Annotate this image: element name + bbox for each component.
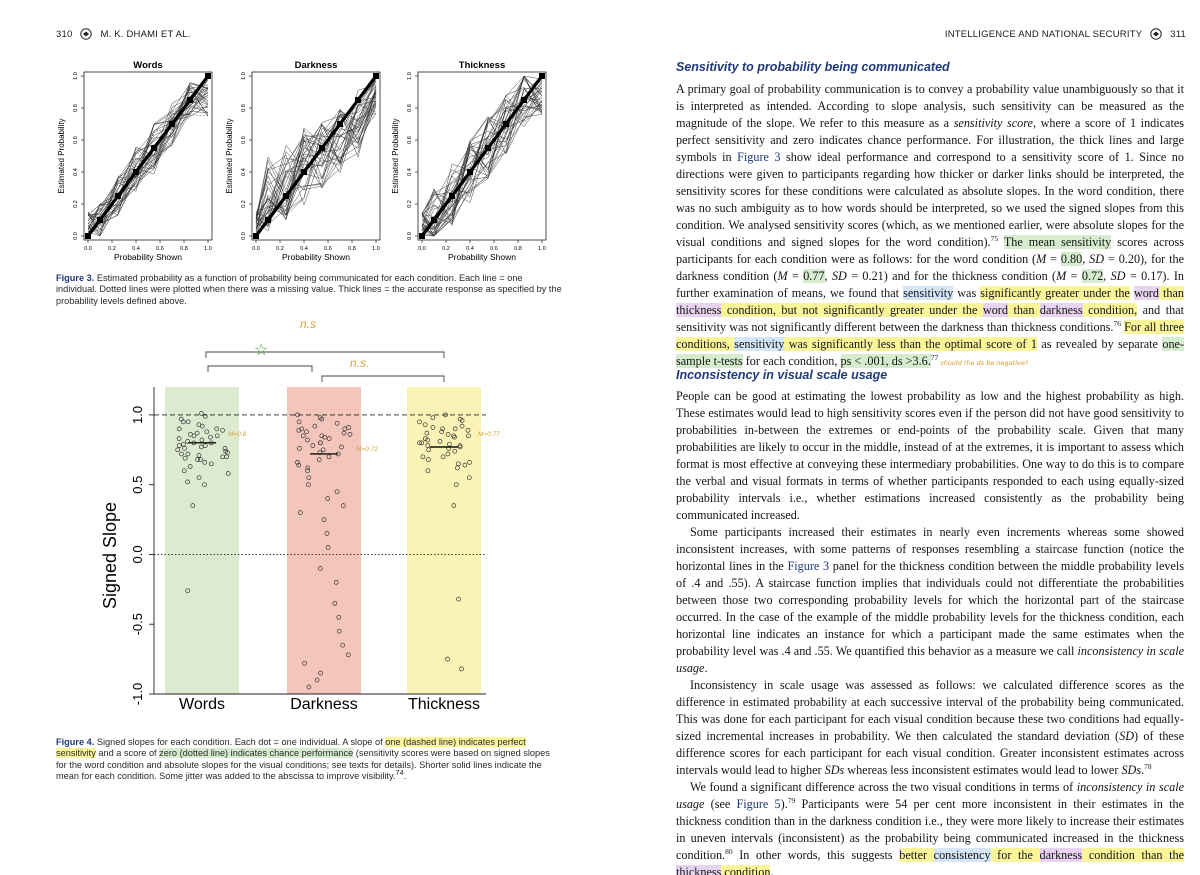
band-thickness [407,387,481,694]
figure-3-caption [56,273,562,307]
text-run: SD [1119,729,1135,743]
x-tick-label: 0.4 [132,246,140,252]
text-run: SD [1110,269,1126,283]
y-axis-label: Estimated Probability [391,118,400,194]
paragraph [676,677,1184,779]
x-tick-label: 0.4 [300,246,308,252]
participant-line [422,114,542,226]
text-run: was significantly less than the optimal score of 1 [784,337,1037,351]
text-run: 0.77 [803,269,825,283]
y-tick-label: 0.0 [73,232,79,240]
text-run: should the ds be negative? [938,359,1029,367]
panel-title: Darkness [294,60,338,71]
x-tick-label: 0.8 [348,246,356,252]
text-run: inconsistency in scale usage [676,780,1184,811]
comparison-bracket-words-darkness [208,366,312,372]
paragraph [676,81,1184,372]
running-head-right [945,28,1186,40]
text-run: Figure 5 [736,797,781,811]
text-run: sensitivity score [953,116,1033,130]
y-tick-label: 0.2 [73,200,79,208]
y-tick-label: 0.5 [130,475,145,494]
text-run: inconsistency in scale usage [676,644,1184,675]
footnote-ref: 78 [1144,761,1152,771]
y-axis-label: Signed Slope [100,501,120,610]
text-run: than [1158,286,1185,300]
text-run: show ideal performance and correspond to a sensitivity score of 1. Since no directions were given to participants regarding how thicker or darker links should be interpreted, the sensitivity scores for these conditions were calculated as absolute slopes. In the word condition, there was no such ambiguity as to how words should be interpreted, so we used the signed slopes from this condition. We analysed sensitivity scores (which, as we mentioned earlier, were absolute slopes for the visual conditions and signed slopes for the word condition). [676,150,1184,249]
text-run: as revealed by separate [1036,337,1163,351]
x-tick-label: 0.6 [490,246,498,252]
figure-4-caption-end: . [403,770,407,781]
text-run: panel for the thickness condition between the middle probability levels of .4 and .55). A staircase function implies that individuals could not differentiate the probabilities between those two corresponding probability levels for which the horizontal part of the staircase occurred. In the case of the example of the middle probability levels for the thickness condition, each horizontal line indicates an instance for which a participant made the same estimates when the probability level was .4 and .55. We quantified this behavior as a measure we call [676,559,1184,658]
journal-logo-icon [80,28,92,40]
text-run: M [1056,269,1067,283]
x-tick-label: 1.0 [204,246,212,252]
text-run: than [1007,303,1040,317]
footnote-ref: 76 [1113,318,1121,328]
y-tick-label: 1.0 [241,72,247,80]
x-tick-label: 0.2 [108,246,116,252]
accurate-response-marker [485,145,491,151]
text-run: For all three conditions, [676,320,1184,351]
x-tick-label: 0.4 [466,246,474,252]
x-axis-label: Probability Shown [113,252,183,262]
author-running-head: M. K. DHAMI ET AL. [100,28,191,40]
section-heading-sensitivity: Sensitivity to probability being communicated [676,60,950,74]
panel-title: Thickness [458,60,506,71]
text-run: Figure 3 [737,150,781,164]
accurate-response-marker [205,73,211,79]
x-tick-label: 0.0 [418,246,426,252]
accurate-response-marker [449,193,455,199]
text-run: . [1141,763,1145,777]
x-tick-label: 0.0 [84,246,92,252]
y-tick-label: 0.4 [241,168,247,176]
text-run: better [899,848,934,862]
journal-logo-icon [1150,28,1162,40]
figure-4-caption-ref: 74 [395,767,404,777]
y-tick-label: 0.8 [407,104,413,112]
accurate-response-marker [97,217,103,223]
text-run: SDs [1121,763,1142,777]
category-label-words: Words [179,696,225,713]
y-tick-label: 0.8 [241,104,247,112]
accurate-response-marker [187,97,193,103]
text-run: condition, [1082,303,1138,317]
accurate-response-marker [115,193,121,199]
annotation-mean-words: M=0.8 [228,430,247,438]
y-tick-label: 0.0 [130,545,145,564]
text-run: word [1133,286,1159,300]
text-run: = [787,269,804,283]
accurate-response-marker [85,233,91,239]
accurate-response-marker [283,193,289,199]
text-run: , [1082,252,1090,266]
annotation-ns-mid: n.s. [350,356,370,370]
text-run: and that sensitivity was not significantly different between the darkness than thickness conditions. [676,303,1185,334]
participant-line [422,107,542,224]
text-run [998,235,1004,249]
x-tick-label: 0.6 [156,246,164,252]
text-run: In other words, this suggests [732,848,900,862]
text-run: thickness [676,865,721,875]
text-run: = 0.17). In further examination of means, we found that [676,269,1185,300]
participant-line [88,88,208,215]
text-run: (see [704,797,737,811]
text-run: SD [831,269,847,283]
x-tick-label: 0.2 [442,246,450,252]
category-label-darkness: Darkness [290,696,358,713]
text-run: M [777,269,788,283]
y-tick-label: 0.2 [407,200,413,208]
y-tick-label: 0.6 [73,136,79,144]
text-run: . [704,661,708,675]
accurate-response-marker [337,121,343,127]
text-run: ). [780,797,788,811]
x-tick-label: 1.0 [538,246,546,252]
x-tick-label: 0.8 [514,246,522,252]
y-axis-label: Estimated Probability [57,118,66,194]
figure-3-panel-thickness [391,60,546,262]
y-tick-label: 0.0 [241,232,247,240]
figure-4-caption-b: and a score of [95,748,160,759]
figure-4-caption-a: Signed slopes for each condition. Each dot = one individual. A slope of [94,737,386,747]
participant-line [422,104,542,236]
text-run: sensitivity [734,337,785,351]
text-run: . [770,865,774,875]
text-run: one-sample t-tests [676,337,1185,368]
paragraph [676,388,1184,524]
accurate-response-marker [355,97,361,103]
figure-4-caption-label: Figure 4. [56,737,95,747]
y-tick-label: 0.2 [241,200,247,208]
accurate-response-marker [503,121,509,127]
text-run: M [1036,252,1047,266]
text-run: condition [721,865,770,875]
x-tick-label: 0.2 [276,246,284,252]
text-run: SDs [824,763,845,777]
figure-4 [0,312,600,732]
right-page [600,0,1200,875]
text-run: We found a significant difference across the two visual conditions in terms of [690,780,1077,794]
text-run: significantly greater under the [980,286,1130,300]
footnote-ref: 80 [725,846,733,856]
x-tick-label: 0.8 [180,246,188,252]
figure-3-caption-label: Figure 3. [56,273,95,283]
accurate-response-marker [467,169,473,175]
text-run: A primary goal of probability communication is to convey a probability value unambiguously so that it is interpreted as intended. According to slope analysis, such sensitivity can be measured as the magnitude of the slope. We refer to this measure as a [676,82,1184,130]
text-run: = 0.20), for the darkness condition ( [676,252,1184,283]
footnote-ref: 75 [990,233,999,243]
text-run: for each condition, [742,354,841,368]
accurate-response-marker [539,73,545,79]
text-run: word [982,303,1008,317]
text-run: Some participants increased their estimates in nearly even increments whereas some showed inconsistent increases, with some patterns of responses resembling a staircase function (notice the horizontal lines in the [676,525,1184,573]
accurate-response-marker [301,169,307,175]
x-tick-label: 0.6 [324,246,332,252]
journal-running-head: INTELLIGENCE AND NATIONAL SECURITY [944,28,1143,40]
text-run: for the [990,848,1040,862]
footnote-ref: 79 [787,795,796,805]
accurate-response-marker [253,233,259,239]
band-darkness [287,387,361,694]
text-run: SD [1089,252,1105,266]
participant-line [88,88,208,212]
y-axis-label: Estimated Probability [225,118,234,194]
accurate-response-marker [419,233,425,239]
accurate-response-marker [169,121,175,127]
text-run: darkness [1039,848,1083,862]
section-heading-inconsistency: Inconsistency in visual scale usage [676,368,888,382]
comparison-bracket-words-thickness [206,352,444,358]
accurate-response-marker [265,217,271,223]
x-axis-label: Probability Shown [447,252,517,262]
accurate-response-marker [521,97,527,103]
y-tick-label: 0.6 [407,136,413,144]
x-tick-label: 0.0 [252,246,260,252]
y-tick-label: -1.0 [130,682,145,706]
annotation-mean-darkness: M=0.72 [356,446,378,454]
y-tick-label: 0.4 [407,168,413,176]
annotation-star-icon: ☆ [254,342,269,359]
paragraph [676,779,1184,875]
category-label-thickness: Thickness [407,696,481,713]
section-inconsistency-body [676,388,1184,875]
text-run: whereas less inconsistent estimates would lead to lower [844,763,1122,777]
participant-line [256,105,376,218]
text-run: Figure 3 [787,559,830,573]
text-run: 0.72 [1081,269,1104,283]
accurate-response-marker [373,73,379,79]
y-tick-label: 1.0 [73,72,79,80]
text-run: ) of these difference scores for each participant for each visual condition. Greater inconsistent estimates across intervals would lead to higher [676,729,1184,777]
accurate-response-marker [431,217,437,223]
panel-title: Words [133,60,163,71]
figure-3-panel-darkness [225,60,380,262]
x-tick-label: 1.0 [372,246,380,252]
annotation-ns-top: n.s [300,317,317,331]
text-run: , [824,269,832,283]
y-tick-label: -0.5 [130,613,145,636]
text-run: 0.80 [1060,252,1083,266]
y-tick-label: 0.4 [73,168,79,176]
text-run: consistency [933,848,991,862]
figure-4-caption-highlight-2: zero (dotted line) indicates chance performance [159,748,354,759]
participant-line [88,85,208,216]
page-number-right: 311 [1170,28,1186,40]
text-run: Participants were 54 per cent more inconsistent in their estimates in the thickness condition than in the darkness condition i.e., they were more likely to increase their estimates in uneven intervals (inconsistent) as the probability being communicated increased in the thickness condition. [676,797,1184,862]
text-run: = 0.21) and for the thickness condition ( [846,269,1057,283]
annotation-mean-thickness: M=0.77 [478,430,500,438]
text-run: , where a score of 1 indicates perfect sensitivity and zero indicates chance performance. For illustration, the thick lines and large symbols in [676,116,1184,164]
text-run: condition than the [1082,848,1184,862]
accurate-response-marker [151,145,157,151]
accurate-response-marker [133,169,139,175]
y-tick-label: 0.8 [73,104,79,112]
footnote-ref: 77 [930,352,939,362]
section-sensitivity-body [676,81,1184,372]
text-run: The mean sensitivity [1003,235,1112,249]
page-number-left: 310 [56,28,73,40]
participant-line [88,98,208,236]
x-axis-label: Probability Shown [281,252,351,262]
figure-3-caption-text: Estimated probability as a function of probability being communicated for each condition. Each line = one individual. Dotted lines were plotted when there was a missing value. Thick lines = the accurate response as specified by the probability levels defined above. [56,273,562,306]
figure-3-panel-words [57,60,212,262]
text-run: darkness [1039,303,1083,317]
figure-4-caption-c: (sensitivity scores were based on signed slopes for the word condition and absolute slopes for the visual conditions; see texts for details). Shorter solid lines indicate the mean for each condition. Some jitter was added to the abscissa to improve visibility. [56,748,550,781]
text-run: , [1103,269,1111,283]
comparison-bracket-darkness-thickness [322,376,444,382]
text-run: = [1066,269,1082,283]
text-run: was [953,286,981,300]
figure-4-caption-highlight-1: one (dashed line) indicates perfect sensitivity [56,737,526,759]
text-run: ps < .001, ds >3.6. [840,354,931,368]
figure-4-caption [56,737,562,782]
text-run: thickness [676,303,722,317]
accurate-response-marker [319,145,325,151]
y-tick-label: 0.6 [241,136,247,144]
text-run: Inconsistency in scale usage was assessed as follows: we calculated difference scores as the difference in estimated probability at each successive interval of the probability being communicated. This was done for each participant for each visual condition because these two conditions had equally-sized incremental increases in probability. We then calculated the standard deviation ( [676,678,1184,743]
y-tick-label: 0.0 [407,232,413,240]
text-run: sensitivity [903,286,954,300]
text-run: People can be good at estimating the lowest probability as low and the highest probability as high. These estimates would lead to high sensitivity scores even if the person did not have good sensitivity to probabilities in-between the extremes or end-points of the probability scale. Given that many probabilities are likely to occur in the middle, instead of at the extremes, it is important to assess which format is most effective at conveying these intermediary probabilities. One way to do this is to compare the verbal and visual formats in terms of whether participants responded to each using equally-sized probability intervals i.e., whether estimations increased consistently as the probability being communicated increased. [676,389,1184,522]
paragraph [676,524,1184,677]
participant-line [422,105,542,236]
y-tick-label: 1.0 [130,405,145,424]
running-head-left [56,28,190,40]
y-tick-label: 1.0 [407,72,413,80]
text-run: scores across participants for each condition were as follows: for the word condition ( [676,235,1185,266]
text-run: condition, but not significantly greater under the [721,303,983,317]
text-run: = [1046,252,1061,266]
